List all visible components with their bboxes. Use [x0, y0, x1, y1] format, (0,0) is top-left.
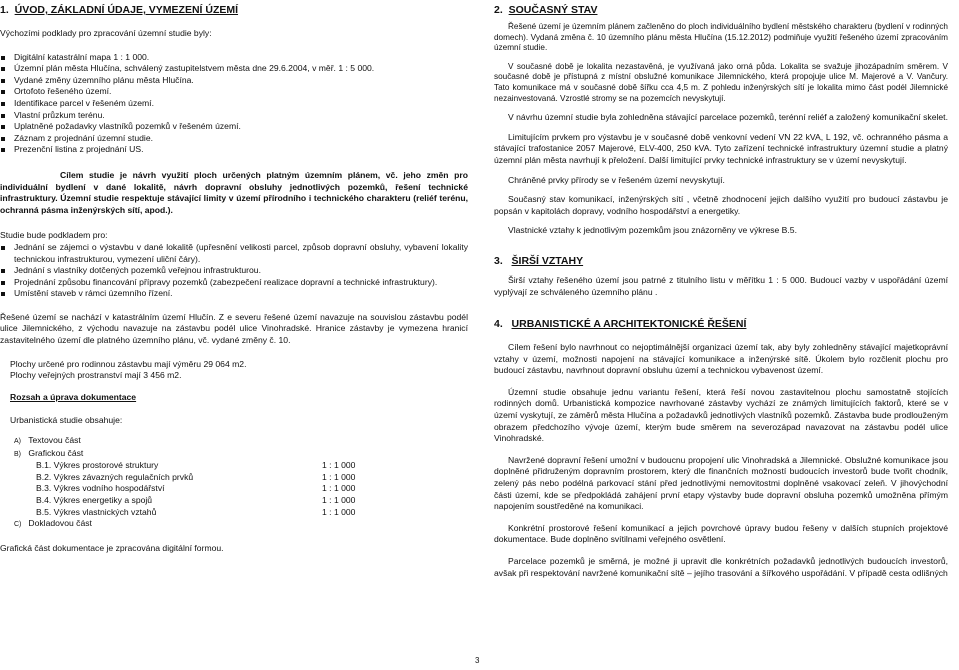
source-item: Vlastní průzkum terénu. [0, 110, 468, 122]
study-goal-title: Cílem studie je návrh využití ploch určených platným územním plánem, vč. [60, 169, 398, 180]
part-c: C) Dokladovou část [14, 518, 92, 529]
source-item: Uplatněné požadavky vlastníků pozemků v řešeném území. [0, 121, 468, 133]
urban-solution-paragraph-1: Cílem řešení bylo navrhnout co nejoptimálnější organizaci území tak, aby byly zohledněny stávající majetkoprávní vztahy v území, možnosti napojení na stávající komunikace a inženýrské sítě. Úkolem bylo rozčlenit plochu pro budoucí zástavbu, navrhnout dopravní obsluhu území a technickou vybavenost území. [494, 342, 948, 376]
drawing-item: B.3. Výkres vodního hospodářství 1 : 1 000 [36, 483, 356, 494]
wider-relations-paragraph: Širší vztahy řešeného území jsou patrné z titulního listu v měřítku 1 : 5 000. Budoucí vazby v uspořádání území vyplývají ze schváleného územního plánu . [494, 274, 948, 297]
section-1-number: 1. [0, 4, 9, 16]
current-state-paragraph-6: Současný stav komunikací, inženýrských sítí , včetně zhodnocení jejich dalšího využití pro budoucí zástavbu je popsán v kapitolách dopravy, vodního hospodářství a energetiky. [494, 194, 948, 216]
section-3-title: ŠIRŠÍ VZTAHY [511, 254, 584, 267]
right-column [494, 4, 948, 579]
left-column [0, 4, 468, 554]
documentation-title: Rozsah a úprava dokumentace [10, 391, 137, 402]
source-item: Územní plán města Hlučína, schválený zastupitelstvem města dne 29.6.2004, v měř. 1 : 5 000. [0, 63, 468, 75]
sources-list [0, 52, 468, 156]
source-item: Digitální katastrální mapa 1 : 1 000. [0, 52, 468, 64]
urban-solution-paragraph-5: Parcelace pozemků je směrná, je možné ji upravit dle konkrétních požadavků jednotlivých budoucích investorů, avšak při respektování navržené komunikační sítě – jejího trasování a šířkového uspořádání. V případě cesta odlišných [494, 556, 948, 578]
current-state-paragraph-5: Chráněné prvky přírody se v řešeném území nevyskytují. [508, 174, 725, 185]
area-paragraph: Řešené území se nachází v katastrálním území Hlučín. Z e severu řešené území navazuje na souvislou zástavbu podél ulice Jilemnického, z východu navazuje na zástavbu podél ulice Vinohradské. Hranice zástavby je vymezena hranicí zastavitelného území dle platného územního plánu, vč. vydané změny č. 10. [0, 311, 468, 346]
basis-item: Umístění staveb v rámci územního řízení. [0, 288, 468, 300]
part-b: B) Grafickou část [14, 447, 84, 458]
section-4-title: URBANISTICKÉ A ARCHITEKTONICKÉ ŘEŠENÍ [511, 318, 747, 331]
section-4-heading [494, 318, 948, 330]
section-2-title: SOUČASNÝ STAV [508, 4, 598, 16]
section-4-number: 4. [494, 318, 503, 331]
basis-item: Projednání způsobu financování přípravy pozemků (zabezpečení realizace dopravní a technické infrastruktury). [0, 277, 468, 289]
basis-list [0, 242, 468, 300]
graphic-note: Grafická část dokumentace je zpracována digitální formou. [0, 542, 224, 553]
drawing-item: B.2. Výkres závazných regulačních prvků 1 : 1 000 [36, 471, 356, 482]
section-1-title: ÚVOD, ZÁKLADNÍ ÚDAJE, VYMEZENÍ ÚZEMÍ [14, 4, 239, 16]
drawing-item: B.4. Výkres energetiky a spojů 1 : 1 000 [36, 495, 356, 505]
current-state-paragraph-7: Vlastnické vztahy k jednotlivým pozemkům jsou znázorněny ve výkrese B.5. [508, 225, 797, 236]
source-item: Ortofoto řešeného území. [0, 86, 468, 98]
current-state-paragraph-2: V současné době je lokalita nezastavěná, je využívaná jako orná půda. Lokalita se svažuje jihozápadním směrem. V současné době je přístupná z místní obslužné komunikace Jilemnického, která propojuje ulice M. Majerové a V. Vančury. Tato komunikace má v současné době šířku cca 4,5 m. Z pohledu inženýrských sítí je lokalita mimo část podél Jilemnické nezainvestovaná. Vzrostlé stromy se na pozemcích nevyskytují. [494, 61, 948, 103]
basis-item: Jednání s vlastníky dotčených pozemků veřejnou infrastrukturou. [0, 265, 468, 277]
section-1-heading [0, 4, 468, 16]
urban-solution-paragraph-2: Územní studie obsahuje jednu variantu řešení, která řeší novou zastavitelnou plochu samostatně stojících rodinných domů. Urbanistická kompozice navrhované zástavby vychází ze známých limitujících faktorů, které se v území vyskytují, ze záměrů města Hlučína a požadavků jednotlivých vlastníků pozemků. Zástavba bude prodlouženým obrazem předchozího vývoje území, kterým bude směrem na severozápad navazovat na zástavbu podél ulice Vinohradské. [494, 386, 948, 444]
section-3-heading [494, 255, 948, 267]
drawing-item: B.5. Výkres vlastnických vztahů 1 : 1 000 [36, 506, 356, 517]
study-goal-body: jeho změn pro individuální bydlení v dané lokalitě, návrh dopravní obsluhy jednotlivých pozemků, řešení technické infrastruktury. Územní studie respektuje stávající limity v území přírodního i technického charakteru (reliéf terénu, ochranná pásma inženýrských sítí, apod.). [0, 169, 468, 215]
part-a: A) Textovou část [14, 435, 81, 446]
page-number: 3 [475, 656, 480, 665]
urban-solution-paragraph-4: Konkrétní prostorové řešení komunikací a jejich povrchové úpravy budou řešeny v dalších stupních projektové dokumentace. Bude doplněno svítilnami veřejného osvětlení. [494, 522, 948, 545]
current-state-paragraph-3: V návrhu územní studie byla zohledněna stávající parcelace pozemků, terénní reliéf a založený komunikační skelet. [508, 112, 948, 123]
basis-intro: Studie bude podkladem pro: [0, 230, 108, 241]
basis-item: Jednání se zájemci o výstavbu v dané lokalitě (upřesnění velikosti parcel, způsob dopravní obsluhy, vybavení lokality technickou infrastrukturou, vymezení uliční čáry). [0, 242, 468, 265]
study-goal-paragraph [0, 170, 468, 216]
sources-intro: Výchozími podklady pro zpracování územní studie byly: [0, 28, 212, 38]
area-family-housing: Plochy určené pro rodinnou zástavbu mají výměru 29 064 m2. [10, 358, 247, 369]
source-item: Identifikace parcel v řešeném území. [0, 98, 468, 110]
current-state-paragraph-4: Limitujícím prvkem pro výstavbu je v současné době venkovní vedení VN 22 kVA, L 192, vč. ochranného pásma a stávající trafostanice 2057 Majerové, ELV-400, 250 kVA. Tyto zařízení technické infrastruktury územní studie a platný územní plán města navrhují k přeložení. Další limitující prvky technické infrastruktury se v území nevyskytují. [494, 131, 948, 165]
source-item: Prezenční listina z projednání US. [0, 144, 468, 156]
urban-study-intro: Urbanistická studie obsahuje: [10, 415, 123, 426]
drawings-list [0, 460, 468, 518]
area-public-space: Plochy veřejných prostranství mají 3 456 m2. [10, 370, 182, 381]
drawing-item: B.1. Výkres prostorové struktury 1 : 1 000 [36, 460, 356, 471]
source-item: Vydané změny územního plánu města Hlučína. [0, 75, 468, 87]
current-state-paragraph-1: Řešené území je územním plánem začleněno do ploch individuálního bydlení městského charakteru (bydlení v rodinných domech). Vydaná změna č. 10 územního plánu města Hlučína (15.12.2012) podmiňuje využití řešeného území zpracováním územní studie. [494, 22, 948, 53]
source-item: Záznam z projednání územní studie. [0, 133, 468, 145]
urban-solution-paragraph-3: Navržené dopravní řešení umožní v budoucnu propojení ulic Vinohradská a Jilemnické. Obslužné komunikace jsou doplněné přidruženým dopravním prostorem, který dle finančních možností budoucích investorů bude tvořit chodník, zelený pás nebo podélná parkovací stání před jednotlivými nemovitostmi doplněné vsakovací zeleň. V jihovýchodní části území, kde se předpokládá zahájení první etapy výstavby bude dopravní obsluha pozemků umožněna přímým napojením soustředěné na komunikaci. [494, 454, 948, 512]
section-2-heading [494, 4, 948, 16]
section-2-number: 2. [494, 4, 503, 16]
section-3-number: 3. [494, 254, 503, 267]
